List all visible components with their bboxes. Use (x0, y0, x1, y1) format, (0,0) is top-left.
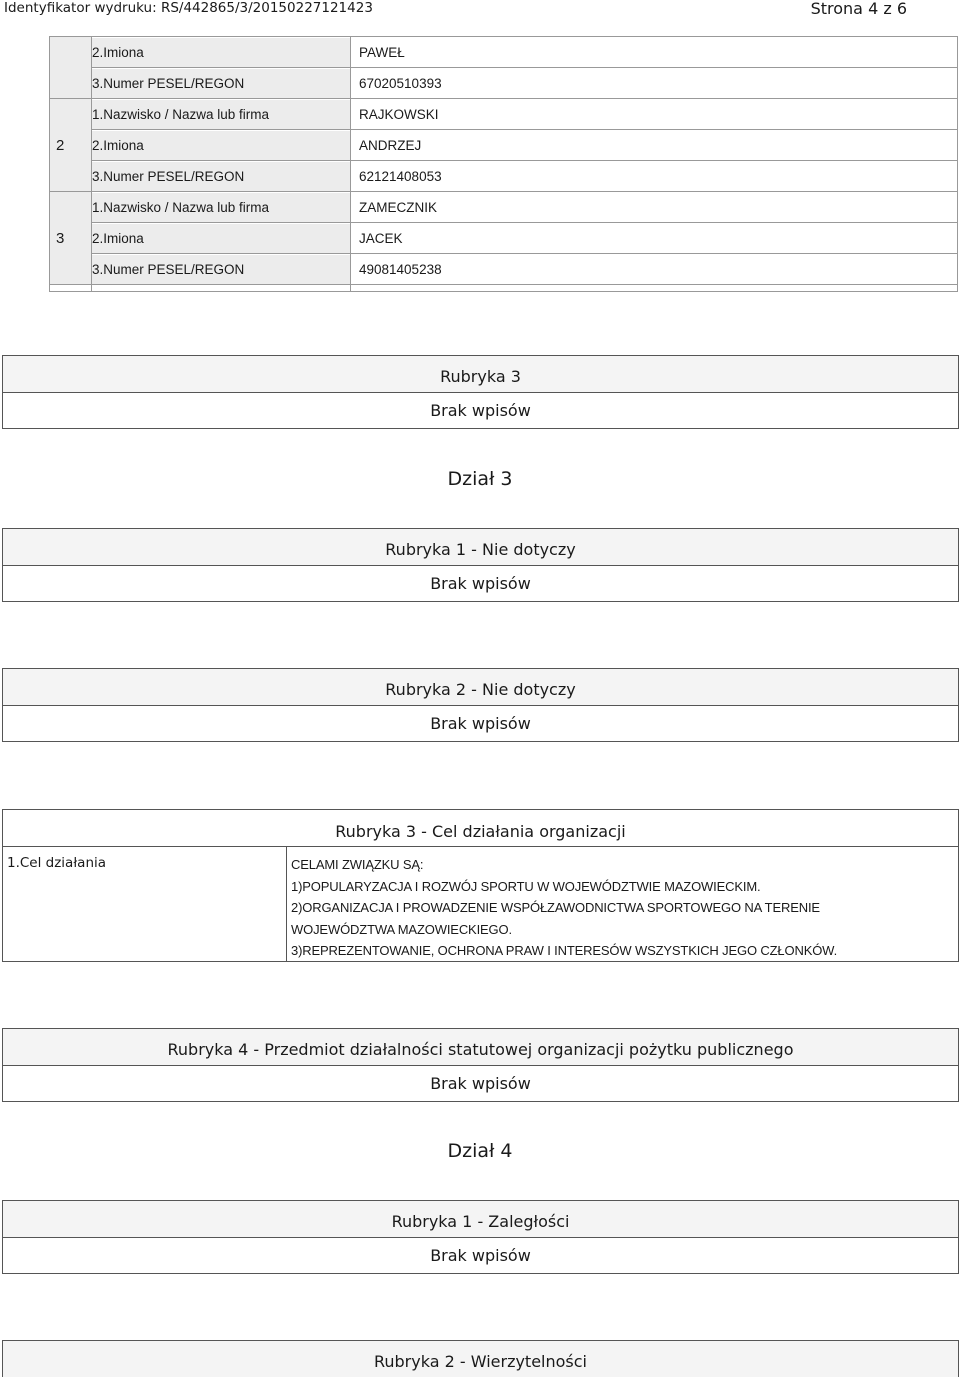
partner-field-value: JACEK (351, 223, 958, 254)
goal-line: 1)POPULARYZACJA I ROZWÓJ SPORTU W WOJEWÓDZTWIE MAZOWIECKIM. (291, 878, 761, 894)
goal-label: 1.Cel działania (3, 847, 287, 961)
dzial4-rubryka-2-box (2, 1340, 959, 1377)
goal-text (287, 847, 958, 961)
dzial3-rubryka-1-box (2, 528, 959, 602)
dzial3-rubryka-2-box (2, 668, 959, 742)
partner-field-value: RAJKOWSKI (351, 99, 958, 130)
partner-field-label: 3.Numer PESEL/REGON (92, 69, 350, 98)
goal-line: 3)REPREZENTOWANIE, OCHRONA PRAW I INTERESÓW WSZYSTKICH JEGO CZŁONKÓW. (291, 943, 838, 958)
partner-field-value: ANDRZEJ (351, 130, 958, 161)
partner-field-value: ZAMECZNIK (351, 192, 958, 223)
partner-field-label: 2.Imiona (92, 38, 350, 67)
dzial4-rubryka-1-title: Rubryka 1 - Zaległości (3, 1201, 958, 1238)
dzial4-rubryka-1-body: Brak wpisów (430, 1246, 531, 1265)
dzial3-rubryka-2-body: Brak wpisów (430, 714, 531, 733)
dzial3-rubryka-1-title: Rubryka 1 - Nie dotyczy (3, 529, 958, 566)
rubryka-3-title: Rubryka 3 (3, 356, 958, 393)
dzial3-rubryka-2-title: Rubryka 2 - Nie dotyczy (3, 669, 958, 706)
partner-field-label: 2.Imiona (92, 131, 350, 160)
partner-number (50, 37, 92, 99)
partner-field-label: 2.Imiona (92, 224, 350, 253)
dzial4-rubryka-1-box (2, 1200, 959, 1274)
dzial-3-title: Dział 3 (447, 468, 513, 490)
partner-field-label: 1.Nazwisko / Nazwa lub firma (92, 100, 350, 129)
partner-row (50, 68, 958, 99)
partner-row (50, 192, 958, 223)
dzial4-rubryka-2-title: Rubryka 2 - Wierzytelności (3, 1341, 958, 1377)
partner-number: 2 (50, 99, 92, 192)
partner-field-label: 3.Numer PESEL/REGON (92, 255, 350, 284)
partner-field-label: 1.Nazwisko / Nazwa lub firma (92, 193, 350, 222)
dzial3-rubryka-4-box (2, 1028, 959, 1102)
rubryka-3-box (2, 355, 959, 429)
partners-table (49, 36, 958, 292)
partner-field-value: PAWEŁ (351, 37, 958, 68)
dzial3-rubryka-3-box (2, 809, 959, 962)
goal-line: WOJEWÓDZTWA MAZOWIECKIEGO. (291, 921, 512, 937)
print-identifier: Identyfikator wydruku: RS/442865/3/20150227121423 (4, 0, 373, 16)
partner-row (50, 99, 958, 130)
dzial3-rubryka-3-title: Rubryka 3 - Cel działania organizacji (3, 810, 958, 847)
goal-line: CELAMI ZWIĄZKU SĄ: (291, 857, 424, 872)
dzial3-rubryka-4-body: Brak wpisów (430, 1074, 531, 1093)
partner-row (50, 37, 958, 68)
rubryka-3-body: Brak wpisów (430, 401, 531, 420)
partner-field-value: 67020510393 (351, 68, 958, 99)
partner-row (50, 161, 958, 192)
page-header (4, 0, 956, 16)
dzial3-rubryka-1-body: Brak wpisów (430, 574, 531, 593)
partner-field-value: 62121408053 (351, 161, 958, 192)
dzial3-rubryka-4-title: Rubryka 4 - Przedmiot działalności statutowej organizacji pożytku publicznego (3, 1029, 958, 1066)
goal-line: 2)ORGANIZACJA I PROWADZENIE WSPÓŁZAWODNICTWA SPORTOWEGO NA TERENIE (291, 900, 820, 915)
partner-row (50, 254, 958, 285)
dzial-4-title: Dział 4 (447, 1140, 513, 1162)
partner-row-spacer (50, 285, 958, 292)
partner-row (50, 223, 958, 254)
partner-number: 3 (50, 192, 92, 285)
partner-row (50, 130, 958, 161)
page-number: Strona 4 z 6 (810, 0, 907, 18)
partner-field-label: 3.Numer PESEL/REGON (92, 162, 350, 191)
partner-field-value: 49081405238 (351, 254, 958, 285)
